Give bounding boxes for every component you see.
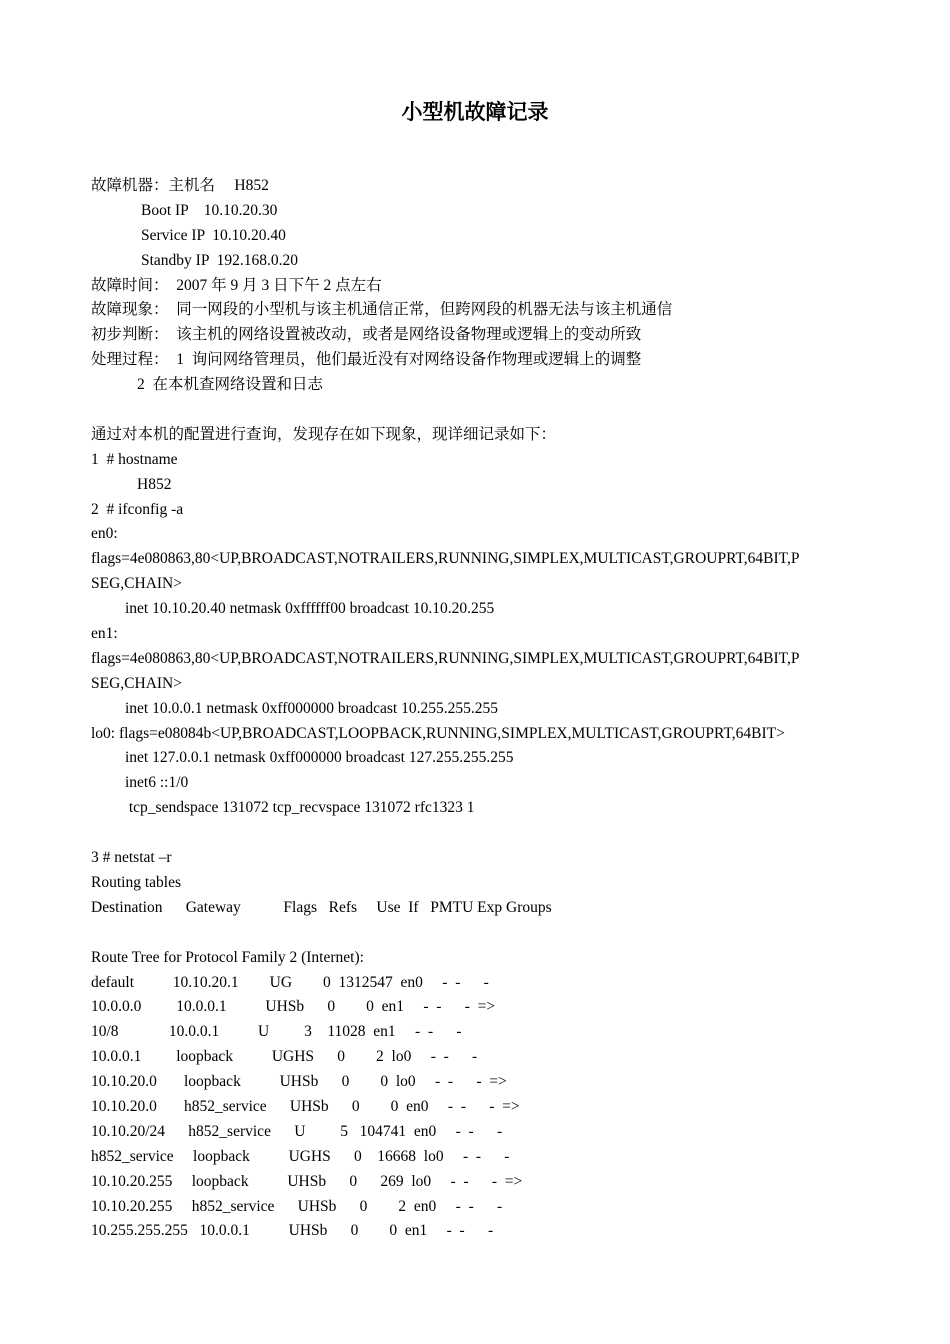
- fault-time-line: 故障时间： 2007 年 9 月 3 日下午 2 点左右: [91, 276, 382, 294]
- lo0-inet: inet 127.0.0.1 netmask 0xff000000 broadcast 127.255.255.255: [125, 749, 514, 767]
- service-ip-line: Service IP 10.10.20.40: [141, 226, 286, 244]
- spacer: [91, 821, 871, 846]
- diagnosis-line: 初步判断： 该主机的网络设置被改动，或者是网络设备物理或逻辑上的变动所致: [91, 326, 642, 344]
- lo0-flags: lo0: flags=e08084b<UP,BROADCAST,LOOPBACK,RUNNING,SIMPLEX,MULTICAST,GROUPRT,64BIT>: [91, 724, 785, 742]
- cmd-ifconfig: 2 # ifconfig -a: [91, 500, 184, 518]
- en1-label: en1:: [91, 625, 118, 643]
- fault-symptom-line: 故障现象： 同一网段的小型机与该主机通信正常，但跨网段的机器无法与该主机通信: [91, 301, 673, 319]
- en0-flags-1: flags=4e080863,80<UP,BROADCAST,NOTRAILERS,RUNNING,SIMPLEX,MULTICAST,GROUPRT,64BIT,P: [91, 550, 800, 568]
- route-tree-label: Route Tree for Protocol Family 2 (Internet):: [91, 948, 364, 966]
- document-body: [91, 174, 871, 1244]
- route-row: 10.10.20.255 h852_service UHSb 0 2 en0 - - -: [91, 1197, 503, 1215]
- routing-table-header: Destination Gateway Flags Refs Use If PMTU Exp Groups: [91, 898, 552, 916]
- route-row: 10.255.255.255 10.0.0.1 UHSb 0 0 en1 - - -: [91, 1222, 494, 1240]
- route-row: h852_service loopback UGHS 0 16668 lo0 - - -: [91, 1147, 510, 1165]
- en0-inet: inet 10.10.20.40 netmask 0xffffff00 broadcast 10.10.20.255: [125, 600, 495, 618]
- lo0-inet6: inet6 ::1/0: [125, 774, 189, 792]
- standby-ip-line: Standby IP 192.168.0.20: [141, 251, 299, 269]
- process-step-1: 处理过程： 1 询问网络管理员，他们最近没有对网络设备作物理或逻辑上的调整: [91, 351, 642, 369]
- route-row: 10/8 10.0.0.1 U 3 11028 en1 - - -: [91, 1023, 462, 1041]
- machine-label: 故障机器：: [91, 177, 169, 194]
- route-row: 10.0.0.1 loopback UGHS 0 2 lo0 - - -: [91, 1048, 478, 1066]
- page-title: 小型机故障记录: [401, 100, 549, 124]
- cmd-hostname-output: H852: [137, 475, 172, 493]
- hostname-value: 主机名 H852: [168, 177, 269, 194]
- en1-inet: inet 10.0.0.1 netmask 0xff000000 broadcast 10.255.255.255: [125, 699, 498, 717]
- machine-line: [91, 174, 871, 199]
- boot-ip-line: Boot IP 10.10.20.30: [141, 201, 278, 219]
- spacer: [91, 398, 871, 423]
- spacer: [91, 921, 871, 946]
- route-row: 10.10.20/24 h852_service U 5 104741 en0 - - -: [91, 1122, 503, 1140]
- en1-flags-2: SEG,CHAIN>: [91, 674, 182, 692]
- routing-tables-label: Routing tables: [91, 873, 181, 891]
- cmd-hostname: 1 # hostname: [91, 450, 178, 468]
- route-row: 10.10.20.0 loopback UHSb 0 0 lo0 - - - =>: [91, 1073, 507, 1091]
- process-step-2: 2 在本机查网络设置和日志: [137, 376, 324, 394]
- route-row: 10.10.20.0 h852_service UHSb 0 0 en0 - - - =>: [91, 1097, 520, 1115]
- intro-line: 通过对本机的配置进行查询，发现存在如下现象，现详细记录如下：: [91, 425, 557, 443]
- lo0-tcp: tcp_sendspace 131072 tcp_recvspace 131072 rfc1323 1: [125, 799, 475, 817]
- cmd-netstat: 3 # netstat –r: [91, 849, 172, 867]
- route-row: default 10.10.20.1 UG 0 1312547 en0 - - -: [91, 973, 489, 991]
- en0-label: en0:: [91, 525, 118, 543]
- en0-flags-2: SEG,CHAIN>: [91, 575, 182, 593]
- route-row: 10.10.20.255 loopback UHSb 0 269 lo0 - - - =>: [91, 1172, 523, 1190]
- route-row: 10.0.0.0 10.0.0.1 UHSb 0 0 en1 - - - =>: [91, 998, 496, 1016]
- en1-flags-1: flags=4e080863,80<UP,BROADCAST,NOTRAILERS,RUNNING,SIMPLEX,MULTICAST,GROUPRT,64BIT,P: [91, 649, 800, 667]
